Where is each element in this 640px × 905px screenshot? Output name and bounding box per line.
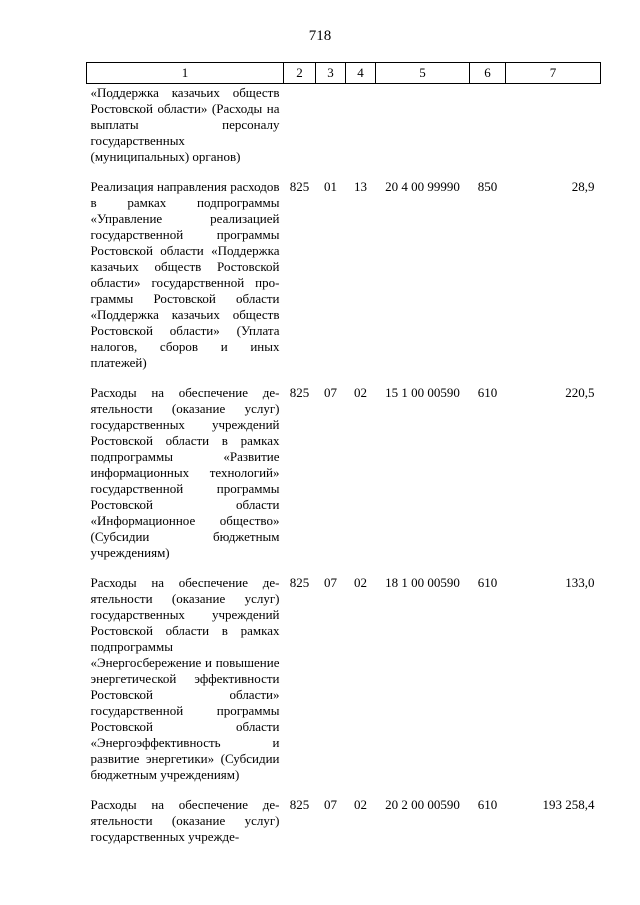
- ministry-code: 825: [289, 575, 310, 590]
- row-description: Реализация направления расходов в рамках подпрограммы «Управление реализацией государственной программы Ростовской области «Поддержка казачьих обществ Ростовской области» государственной программы Ростовской области «Поддержка казачьих обществ Ростовской области» (Уплата налогов, сборов и иных платежей): [90, 179, 280, 370]
- column-header-7: 7: [506, 63, 601, 84]
- target-article-code: 20 4 00 99990: [385, 179, 460, 194]
- target-article-code: [376, 84, 470, 166]
- column-header-2: 2: [284, 63, 316, 84]
- expense-type-code: 850: [477, 179, 498, 194]
- column-header-4: 4: [346, 63, 376, 84]
- amount: 28,9: [571, 179, 595, 194]
- table-row: [87, 783, 601, 845]
- column-header-1: 1: [87, 63, 284, 84]
- section-code: 01: [324, 179, 337, 194]
- ministry-code: [284, 84, 316, 166]
- section-code: 07: [324, 575, 337, 590]
- table-row: [87, 561, 601, 783]
- expense-type-code: 610: [477, 385, 498, 400]
- subsection-code: [346, 84, 376, 166]
- amount: [506, 84, 601, 166]
- row-description: Расходы на обеспечение деятельности (оказание услуг) государственных учрежде-: [90, 797, 280, 844]
- table-row: [87, 165, 601, 371]
- subsection-code: 02: [354, 797, 367, 812]
- table-header-row: [87, 63, 601, 84]
- column-header-3: 3: [316, 63, 346, 84]
- subsection-code: 13: [354, 179, 367, 194]
- amount: 193 258,4: [542, 797, 595, 812]
- amount: 133,0: [565, 575, 595, 590]
- table-row: [87, 371, 601, 561]
- section-code: 07: [324, 385, 337, 400]
- ministry-code: 825: [289, 179, 310, 194]
- page-number: 718: [308, 28, 332, 44]
- amount: 220,5: [565, 385, 595, 400]
- target-article-code: 20 2 00 00590: [385, 797, 460, 812]
- expense-type-code: [470, 84, 506, 166]
- budget-table: [86, 62, 601, 845]
- table-row: [87, 84, 601, 166]
- expense-type-code: 610: [477, 575, 498, 590]
- subsection-code: 02: [354, 575, 367, 590]
- row-description: «Поддержка казачьих обществ Ростовской области» (Расходы на выплаты персоналу государственных (муниципальных) органов): [90, 85, 280, 164]
- section-code: 07: [324, 797, 337, 812]
- expense-type-code: 610: [477, 797, 498, 812]
- column-header-6: 6: [470, 63, 506, 84]
- subsection-code: 02: [354, 385, 367, 400]
- ministry-code: 825: [289, 797, 310, 812]
- section-code: [316, 84, 346, 166]
- target-article-code: 15 1 00 00590: [385, 385, 460, 400]
- ministry-code: 825: [289, 385, 310, 400]
- target-article-code: 18 1 00 00590: [385, 575, 460, 590]
- row-description: Расходы на обеспечение деятельности (оказание услуг) государственных учреждений Ростовской области в рамках подпрограммы «Энергосбережение и повышение энергетической эффективности Ростовской области» государственной программы Ростовской области «Энергоэффективность и развитие энергетики» (Субсидии бюджетным учреждениям): [90, 575, 280, 782]
- column-header-5: 5: [376, 63, 470, 84]
- row-description: Расходы на обеспечение деятельности (оказание услуг) государственных учреждений Ростовской области в рамках подпрограммы «Развитие информационных технологий» государственной программы Ростовской области «Информационное общество» (Субсидии бюджетным учреждениям): [90, 385, 280, 560]
